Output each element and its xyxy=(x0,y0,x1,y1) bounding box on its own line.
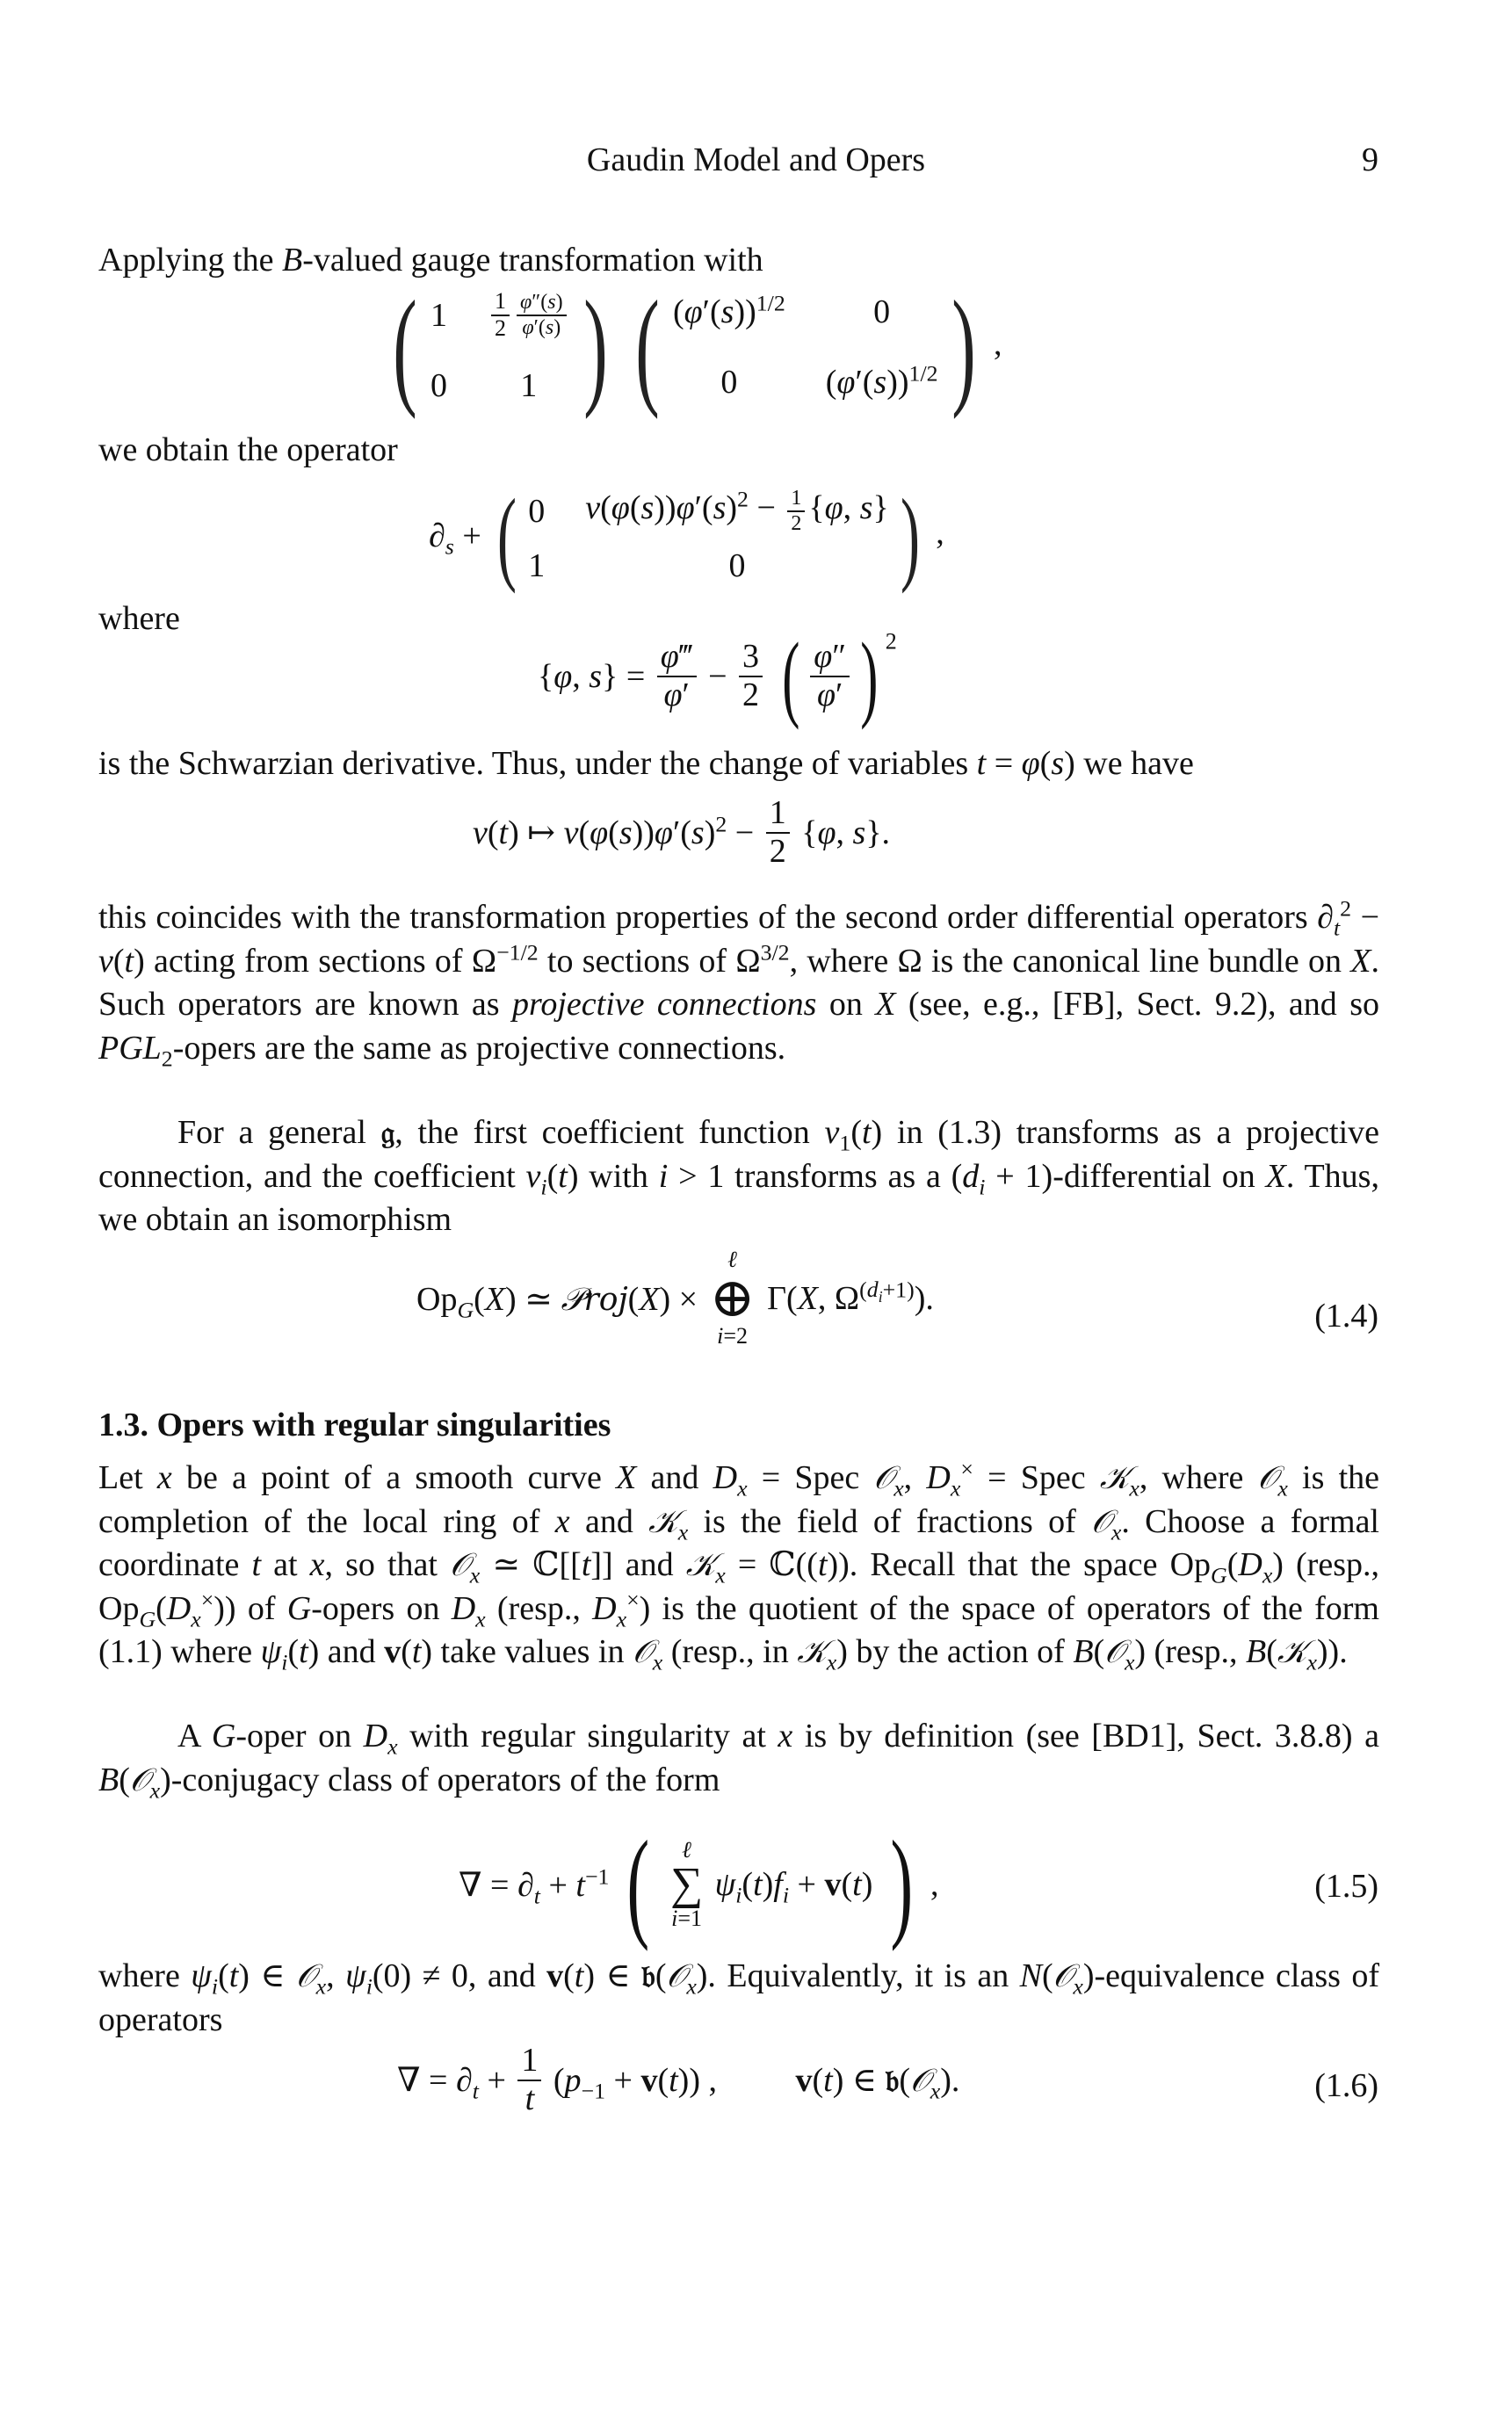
gauge-matrix-product: ( 1 $\frac{1}{2}$ $\frac{\varphi''(s)}{\varphi'(s)}$ 0 1 ) ( $(\varphi'(s))^{1/2}$ 0 0 $(\varphi'(s))^{1/2}$ ) , xyxy=(383,281,1002,413)
section-number: 1.3. xyxy=(98,1407,148,1443)
section-heading xyxy=(98,1406,611,1444)
page-number: 9 xyxy=(1362,141,1378,178)
equation-number-1-5: (1.5) xyxy=(1314,1868,1378,1905)
equation-number-1-6: (1.6) xyxy=(1314,2067,1378,2104)
equation-1-4: $Op_G(X)$ ≃ 𝒫roj(X) × ℓ ⊕ i=2 Γ(X, $\Omega^{(d_i+1)}$). xyxy=(416,1247,934,1349)
running-title: Gaudin Model and Opers xyxy=(586,141,926,178)
paragraph-general-g: For a general 𝔤, the first coefficient function $v_1(t)$ in (1.3) transforms as a projective connection, and the coefficient $v_i(t)$ with i > 1 transforms as a ($d_i$ + 1)-differential on X. Thus, we obtain an isomorphism xyxy=(98,1114,1380,1238)
matrix-operator: ( 0 $v(\varphi(s))\varphi'(s)^2$ − $\frac{1}{2}$ {φ, s} 1 0 ) xyxy=(497,477,920,594)
vt-transformation: v(t) ↦ $v(\varphi(s))\varphi'(s)^2$ − $\frac{1}{2}$ {φ, s}. xyxy=(473,794,891,870)
equation-number-1-4: (1.4) xyxy=(1314,1298,1378,1335)
matrix-diagonal: ( $(\varphi'(s))^{1/2}$ 0 0 $(\varphi'(s))^{1/2}$ ) xyxy=(635,274,976,420)
paragraph-equivalence: where $\psi_i(t)$ ∈ 𝒪$_x$, $\psi_i(0) \ne 0$, and v(t) ∈ 𝔟(𝒪$_x$). Equivalently, it is an N(𝒪$_x$)-equivalence class of operators xyxy=(98,1957,1379,2038)
equation-1-5: ∇ = $\partial_t + t^{-1}$ ( ℓ ∑ i=1 $\psi_i(t)f_i + v(t)$ ) , xyxy=(459,1816,939,1952)
paragraph-where: where xyxy=(98,600,180,637)
paragraph-schwarzian: is the Schwarzian derivative. Thus, under the change of variables t = φ(s) we have xyxy=(98,745,1194,782)
schwarzian-equation: {φ, s} = $\frac{\varphi‴}{\varphi'}$ − $\frac{3}{2}$ ( $\frac{\varphi''}{\varphi'}$ ) $^2$ xyxy=(538,623,897,730)
paragraph-regular-singularity-setup: Let x be a point of a smooth curve X and $D_x$ = Spec 𝒪$_x$, $D_x^\times$ = Spec 𝒦$_x$, where 𝒪$_x$ is the completion of the local ring of x and 𝒦$_x$ is the field of fractions of 𝒪$_x$. Choose a formal coordinate t at x, so that 𝒪$_x$ ≃ ℂ[[t]] and 𝒦$_x$ = ℂ((t)). Recall that the space $Op_G(D_x)$ (resp., $Op_G(D_x^\times)$) of G-opers on $D_x$ (resp., $D_x^\times$) is the quotient of the space of operators of the form (1.1) where $\psi_i(t)$ and v(t) take values in 𝒪$_x$ (resp., in 𝒦$_x$) by the action of B(𝒪$_x$) (resp., B(𝒦$_x$)). xyxy=(98,1456,1379,1675)
paragraph-gauge-intro: Applying the B-valued gauge transformation with xyxy=(98,242,763,279)
paragraph-projective-connections: this coincides with the transformation properties of the second order differential operators $\partial_t^2 - v(t)$ acting from sections of $\Omega^{-1/2}$ to sections of $\Omega^{3/2}$, where Ω is the canonical line bundle on X. Such operators are known as projective connections on X (see, e.g., [FB], Sect. 9.2), and so $PGL_2$-opers are the same as projective connections. xyxy=(98,895,1380,1072)
section-title: Opers with regular singularities xyxy=(156,1407,611,1443)
operator-matrix-equation: $\partial_s$ + ( 0 $v(\varphi(s))\varphi'(s)^2$ − $\frac{1}{2}$ {φ, s} 1 0 ) , xyxy=(429,477,944,594)
paragraph-g-oper-definition: A G-oper on $D_x$ with regular singularity at x is by definition (see [BD1], Sect. 3.8.8) a B(𝒪$_x$)-conjugacy class of operators of the form xyxy=(98,1718,1379,1804)
equation-1-6: ∇ = $\partial_t$ + $\frac{1}{t}$ $(p_{-1} + v(t))$ , v(t) ∈ 𝔟(𝒪$_x$). xyxy=(397,2042,960,2117)
matrix-unipotent: ( 1 $\frac{1}{2}$ $\frac{\varphi''(s)}{\varphi'(s)}$ 0 1 ) xyxy=(393,274,608,420)
running-header xyxy=(0,141,1512,183)
paragraph-obtain: we obtain the operator xyxy=(98,431,398,468)
